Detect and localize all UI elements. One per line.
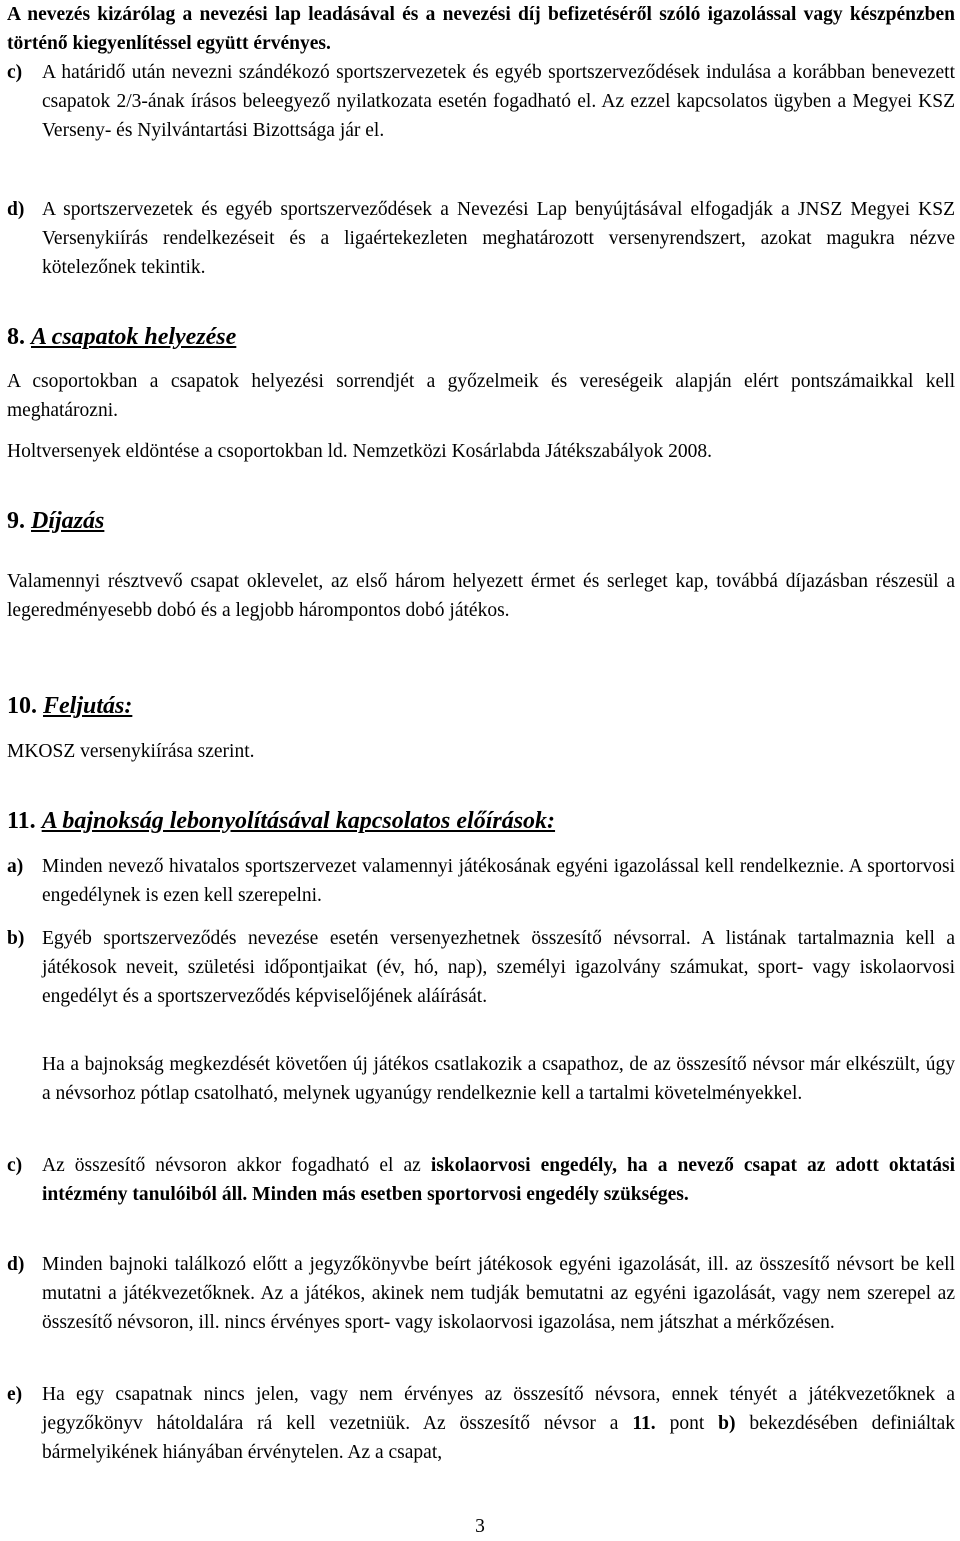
reference-section: 11. (632, 1413, 656, 1434)
item-marker: c) (7, 62, 23, 83)
section11-item-b (7, 924, 955, 1011)
section8-paragraph-1: A csoportokban a csapatok helyezési sorrendjét a győzelmeik és vereségeik alapján elért pontszámaikkal kell meghatározni. (7, 371, 955, 421)
section9-paragraph: Valamennyi résztvevő csapat oklevelet, az első három helyezett érmet és serleget kap, továbbá díjazásban részesül a legeredményesebb dobó és a legjobb hárompontos dobó játékos. (7, 571, 955, 621)
section11-item-c (7, 1151, 955, 1209)
section11-heading (7, 806, 555, 836)
item-marker: a) (7, 856, 24, 877)
item-marker: d) (7, 1254, 25, 1275)
section-title: A csapatok helyezése (31, 324, 237, 350)
section10-paragraph: MKOSZ versenykiírása szerint. (7, 741, 255, 762)
section-number: 11. (7, 808, 36, 834)
item-text: Minden bajnoki találkozó előtt a jegyzőkönyvbe beírt játékosok egyéni igazolását, ill. az összesítő névsort be kell mutatni a játékvezetőknek. Az a játékos, akinek nem tudják bemutatni az egyéni igazolását, vagy nem szerepel az összesítő névsoron, ill. nincs érvényes sport- vagy iskolaorvosi igazolása, nem játszhat a mérkőzésen. (42, 1254, 955, 1333)
section8-heading (7, 322, 236, 352)
item-text: Egyéb sportszerveződés nevezése esetén versenyezhetnek összesítő névsorral. A listának tartalmaznia kell a játékosok neveit, születési időpontjaikat (év, hó, nap), személyi igazolvány számukat, sport- vagy iskolaorvosi engedélyt és a sportszerveződés képviselőjének aláírását. (42, 928, 955, 1007)
item-marker: e) (7, 1384, 23, 1405)
item-text: A sportszervezetek és egyéb sportszerveződések a Nevezési Lap benyújtásával elfogadják a JNSZ Megyei KSZ Versenykiírás rendelkezéseit és a ligaértekezleten meghatározott versenyrendszert, azokat magukra nézve kötelezőnek tekintik. (42, 199, 955, 278)
item-marker: b) (7, 928, 25, 949)
reference-paragraph: b) (718, 1413, 736, 1434)
section11-item-a (7, 852, 955, 910)
item-marker: d) (7, 199, 25, 220)
section11-item-d (7, 1250, 955, 1337)
section-title: Díjazás (31, 508, 105, 534)
item-text: A határidő után nevezni szándékozó sportszervezetek és egyéb sportszerveződések indulása a korábban benevezett csapatok 2/3-ának írásos beleegyező nyilatkozata esetén fogadható el. Az ezzel kapcsolatos ügyben a Megyei KSZ Verseny- és Nyilvántartási Bizottsága jár el. (42, 62, 955, 141)
item-text: bekezdésében definiáltak bármelyikének hiányában érvénytelen. Az a csapat, (42, 1413, 955, 1463)
section-title: Feljutás: (43, 693, 133, 719)
section-number: 9. (7, 508, 25, 534)
section-title: A bajnokság lebonyolításával kapcsolatos előírások: (41, 808, 556, 834)
item-text: Minden nevező hivatalos sportszervezet valamennyi játékosának egyéni igazolással kell rendelkeznie. A sportorvosi engedélynek is ezen kell szerepelni. (42, 856, 955, 906)
section7-item-d (7, 195, 955, 282)
section7-item-c (7, 58, 955, 145)
section10-heading (7, 691, 132, 721)
intro-paragraph: A nevezés kizárólag a nevezési lap leadásával és a nevezési díj befizetéséről szóló igazolással vagy készpénzben történő kiegyenlítéssel együtt érvényes. (7, 4, 955, 54)
item-text: pont (655, 1413, 719, 1434)
section-number: 10. (7, 693, 37, 719)
section-number: 8. (7, 324, 25, 350)
section11-item-b-continuation: Ha a bajnokság megkezdését követően új játékos csatlakozik a csapathoz, de az összesítő névsor már elkészült, úgy a névsorhoz pótlap csatolható, melynek ugyanúgy rendelkeznie kell a tartalmi követelményekkel. (42, 1054, 955, 1104)
section8-paragraph-2: Holtversenyek eldöntése a csoportokban ld. Nemzetközi Kosárlabda Játékszabályok 2008. (7, 441, 713, 462)
item-text: Az összesítő névsoron akkor fogadható el az (42, 1155, 431, 1176)
section11-item-e (7, 1380, 955, 1467)
item-text: Ha egy csapatnak nincs jelen, vagy nem érvényes az összesítő névsora, ennek tényét a játékvezetőknek a jegyzőkönyv hátoldalára rá kell vezetniük. Az összesítő névsor a (42, 1384, 955, 1434)
section9-heading (7, 506, 104, 536)
item-marker: c) (7, 1155, 23, 1176)
page-number: 3 (475, 1516, 485, 1537)
item-text-bold: iskolaorvosi engedély, ha a nevező csapat az adott oktatási intézmény tanulóiból áll. Minden más esetben sportorvosi engedély szükséges. (42, 1155, 955, 1205)
